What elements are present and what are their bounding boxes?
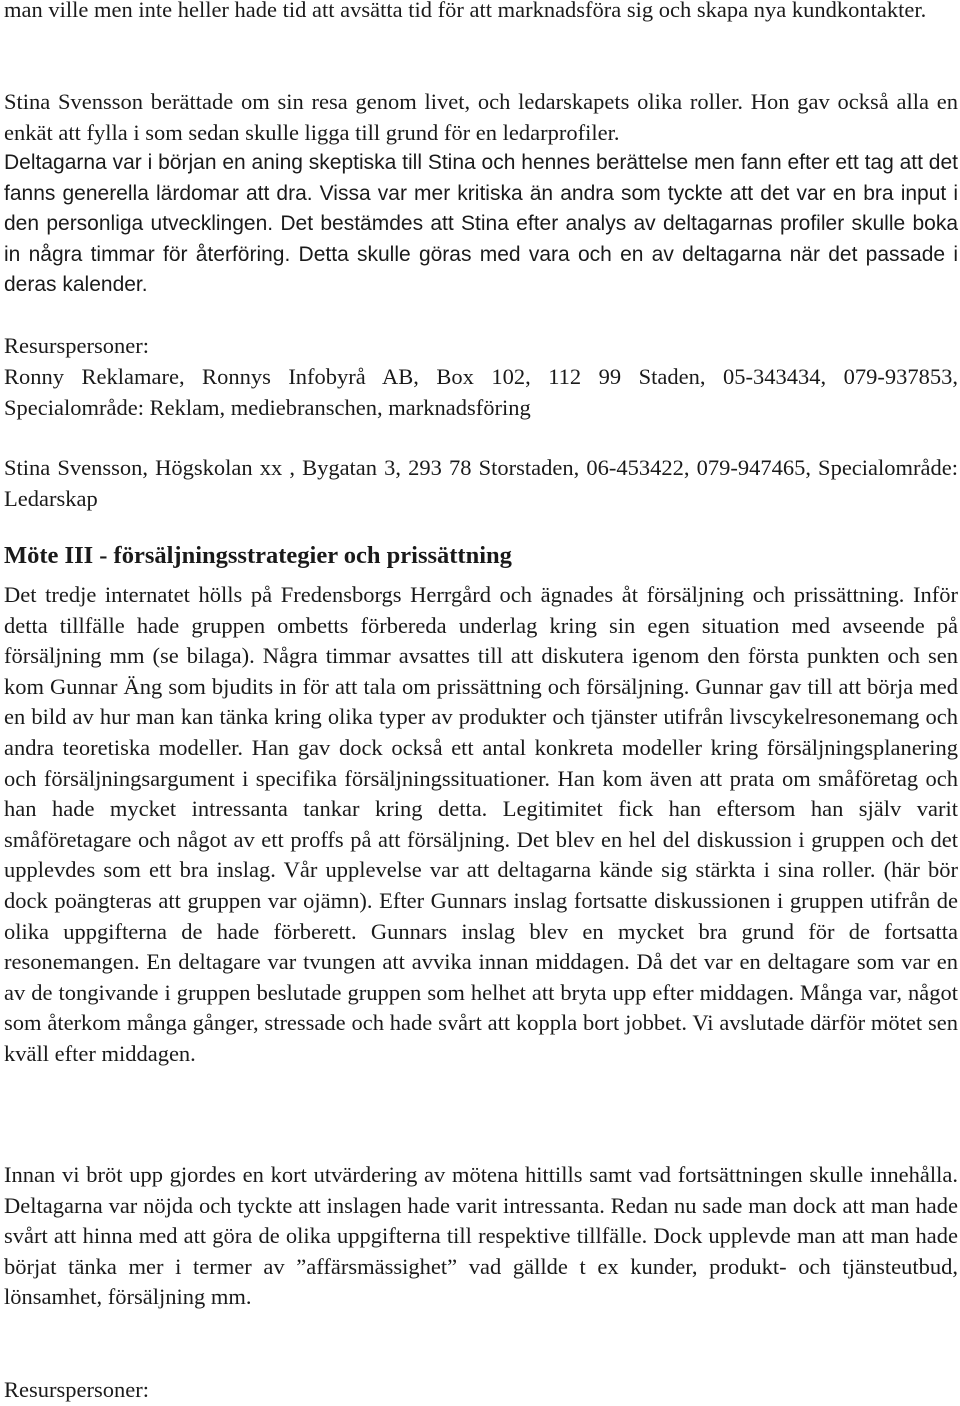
intro-paragraph: man ville men inte heller hade tid att avsätta tid för att marknadsföra sig och skapa nya kundkontakter. bbox=[4, 0, 927, 22]
evaluation-paragraph: Innan vi bröt upp gjordes en kort utvärdering av mötena hittills samt vad fortsättningen skulle innehålla. Deltagarna var nöjda och tyckte att inslagen hade varit intressanta. Redan nu sade man dock att man hade svårt att hinna med att göra de olika uppgifterna till respektive tillfälle. Dock upplevde man att man hade börjat tänka mer i termer av ”affärsmässighet” vad gällde t ex kunder, produkt- och tjänsteutbud, lönsamhet, försäljning mm. bbox=[4, 1162, 958, 1310]
stina-paragraph-sans: Deltagarna var i början en aning skeptiska till Stina och hennes berättelse men fann efter ett tag att det fanns generella lärdomar att dra. Vissa var mer kritiska än andra som tyckte att det var en bra input i den personliga utvecklingen. Det bestämdes att Stina efter analys av deltagarnas profiler skulle boka in några timmar för återföring. Detta skulle göras med vara och en av deltagarna när det passade i deras kalender. bbox=[4, 151, 958, 297]
meeting-3-paragraph: Det tredje internatet hölls på Fredensborgs Herrgård och ägnades åt försäljning och prissättning. Inför detta tillfälle hade gruppen ombetts förbereda underlag kring sin egen situation med avseende på försäljning mm (se bilaga). Några timmar avsattes till att diskutera igenom den första punkten och sen kom Gunnar Äng som bjudits in för att tala om prissättning och försäljning. Gunnar gav till att börja med en bild av hur man kan tänka kring olika typer av produkter och tjänster utifrån livscykelresonemang och andra teoretiska modeller. Han gav dock också ett antal konkreta modeller kring försäljningsplanering och försäljningsargument i specifika försäljningssituationer. Han kom även att prata om småföretag och han hade mycket intressanta tankar kring detta. Legitimitet fick han eftersom han själv varit småföretagare och något av ett proffs på att försäljning. Det blev en hel del diskussion i gruppen och det upplevdes som ett bra inslag. Vår upplevelse var att deltagarna kände sig stärkta i sina roller. (här bör dock poängteras att gruppen var ojämn). Efter Gunnars inslag fortsatte diskussionen i gruppen utifrån de olika uppgifterna de hade förberett. Gunnars inslag blev en mycket bra grund för de fortsatta resonemangen. En deltagare var tvungen att avvika innan middagen. Då det var en deltagare som var en av de tongivande i gruppen beslutade gruppen som helhet att bryta upp efter middagen. Många var, något som återkom många gånger, stressade och hade svårt att koppla bort jobbet. Vi avslutade därför mötet sen kväll efter middagen. bbox=[4, 582, 958, 1066]
section-heading-meeting-3: Möte III - försäljningsstrategier och prissättning bbox=[4, 542, 512, 569]
resource-person-ronny: Ronny Reklamare, Ronnys Infobyrå AB, Box 102, 112 99 Staden, 05-343434, 079-937853, Specialområde: Reklam, mediebranschen, marknadsföring bbox=[4, 364, 958, 420]
stina-paragraph-serif: Stina Svensson berättade om sin resa genom livet, och ledarskapets olika roller. Hon gav också alla en enkät att fylla i som sedan skulle ligga till grund för en ledarprofiler. bbox=[4, 89, 958, 145]
resources-label-2: Resurspersoner: bbox=[4, 1377, 149, 1402]
resource-person-stina: Stina Svensson, Högskolan xx , Bygatan 3, 293 78 Storstaden, 06-453422, 079-947465, Specialområde: Ledarskap bbox=[4, 455, 958, 511]
resources-label: Resurspersoner: bbox=[4, 333, 149, 358]
